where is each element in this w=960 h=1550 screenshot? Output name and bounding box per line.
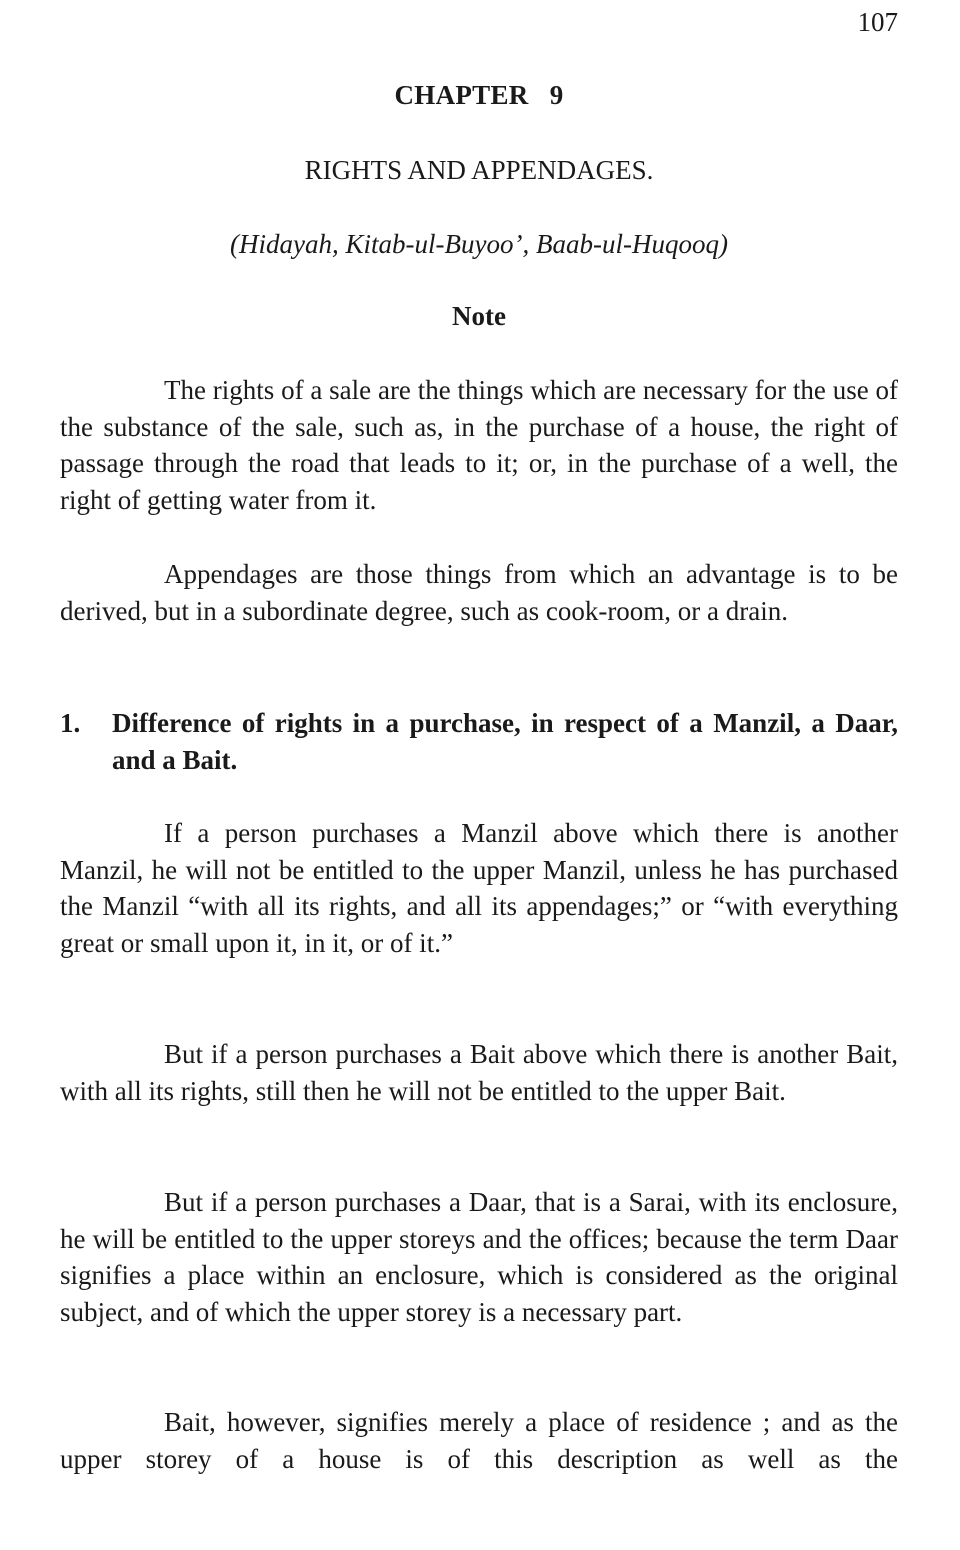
note-paragraph-appendages: Appendages are those things from which an advantage is to be derived, but in a subordinate degree, such as cook-room, or a drain. <box>60 559 898 626</box>
section-heading-text: Difference of rights in a purchase, in respect of a Manzil, a Daar, and a Bait. <box>112 708 898 775</box>
page-number: 107 <box>857 7 898 37</box>
chapter-title: CHAPTER 9 <box>394 80 564 110</box>
book-page <box>60 0 898 1550</box>
note-paragraph-rights: The rights of a sale are the things which are necessary for the use of the substance of the sale, such as, in the purchase of a house, the right of passage through the road that leads to it; or, in the purchase of a well, the right of getting water from it. <box>60 375 898 515</box>
chapter-subtitle: RIGHTS AND APPENDAGES. <box>304 155 654 185</box>
section-paragraph-bait-residence: Bait, however, signifies merely a place of residence ; and as the upper storey of a house is of this description as well as the <box>60 1407 898 1474</box>
section-number: 1. <box>60 708 81 738</box>
source-citation: (Hidayah, Kitab-ul-Buyoo’, Baab-ul-Huqooq) <box>230 229 728 259</box>
section-paragraph-manzil: If a person purchases a Manzil above which there is another Manzil, he will not be entitled to the upper Manzil, unless he has purchased the Manzil “with all its rights, and all its appendages;” or “with everything great or small upon it, in it, or of it.” <box>60 818 898 958</box>
note-heading: Note <box>452 301 506 331</box>
section-paragraph-daar: But if a person purchases a Daar, that is a Sarai, with its enclosure, he will be entitled to the upper storeys and the offices; because the term Daar signifies a place within an enclosure, which is considered as the original subject, and of which the upper storey is a necessary part. <box>60 1187 898 1327</box>
section-heading <box>60 705 898 778</box>
section-paragraph-bait: But if a person purchases a Bait above which there is another Bait, with all its rights, still then he will not be entitled to the upper Bait. <box>60 1039 898 1106</box>
